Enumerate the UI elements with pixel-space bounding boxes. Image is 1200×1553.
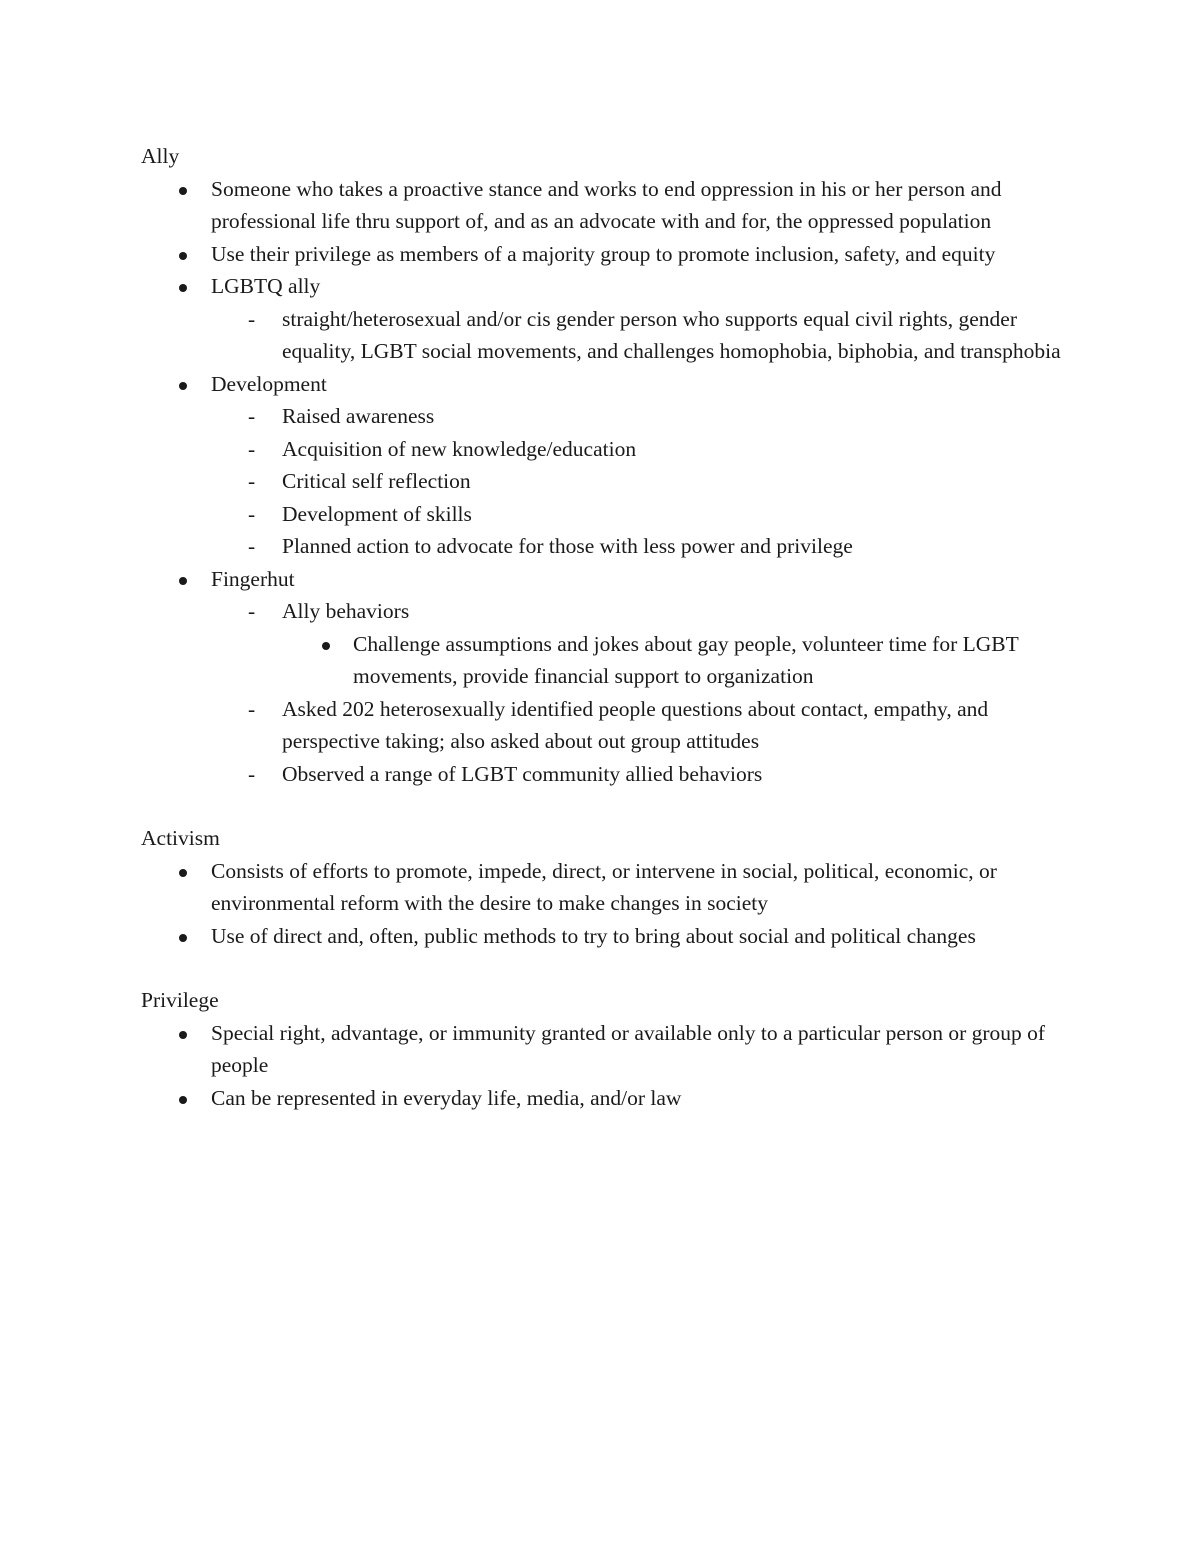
bullet-item: LGBTQ ally (211, 270, 1071, 303)
dash-item: - Observed a range of LGBT community allied behaviors (282, 758, 1082, 791)
bullet-item: Challenge assumptions and jokes about gay people, volunteer time for LGBT movements, provide financial support to organization (353, 628, 1053, 693)
bullet-icon (179, 1096, 187, 1104)
bullet-icon (179, 869, 187, 877)
dash-icon: - (248, 306, 256, 331)
dash-icon: - (248, 501, 256, 526)
dash-icon: - (248, 599, 256, 623)
bullet-item: Use of direct and, often, public methods to try to bring about social and political changes (211, 920, 1071, 953)
dash-item: - straight/heterosexual and/or cis gender person who supports equal civil rights, gender equality, LGBT social movements, and challenges homophobia, biphobia, and transphobia (282, 303, 1082, 368)
dash-icon: - (248, 436, 256, 461)
dash-item: - Planned action to advocate for those with less power and privilege (282, 530, 1082, 563)
section-heading: Activism (141, 826, 220, 850)
section-activism (0, 822, 1200, 952)
section-heading: Privilege (141, 988, 219, 1012)
dash-item: - Development of skills (282, 498, 1082, 531)
bullet-item: Development (211, 368, 1071, 401)
section-ally (0, 140, 1200, 790)
section-privilege (0, 984, 1200, 1114)
bullet-icon (179, 934, 187, 942)
dash-icon: - (248, 469, 256, 493)
dash-icon: - (248, 404, 256, 428)
dash-item: - Raised awareness (282, 400, 1082, 433)
bullet-icon (179, 252, 187, 260)
bullet-item: Special right, advantage, or immunity granted or available only to a particular person or group of people (211, 1017, 1071, 1082)
bullet-icon (179, 382, 187, 390)
bullet-item: Can be represented in everyday life, media, and/or law (211, 1082, 1071, 1115)
bullet-icon (179, 187, 187, 195)
document-page (0, 140, 1200, 1134)
bullet-item: Someone who takes a proactive stance and works to end oppression in his or her person and professional life thru support of, and as an advocate with and for, the oppressed population (211, 173, 1071, 238)
bullet-item: Fingerhut (211, 563, 1071, 596)
dash-item: - Ally behaviors (282, 595, 1082, 628)
dash-item: - Acquisition of new knowledge/education (282, 433, 1082, 466)
dash-icon: - (248, 696, 256, 721)
bullet-item: Consists of efforts to promote, impede, direct, or intervene in social, political, economic, or environmental reform with the desire to make changes in society (211, 855, 1071, 920)
dash-item: - Critical self reflection (282, 465, 1082, 498)
dash-icon: - (248, 534, 256, 558)
bullet-icon (179, 1031, 187, 1039)
bullet-item: Use their privilege as members of a majority group to promote inclusion, safety, and equity (211, 238, 1071, 271)
bullet-icon (179, 577, 187, 585)
bullet-icon (322, 642, 330, 650)
bullet-icon (179, 284, 187, 292)
dash-icon: - (248, 761, 256, 786)
dash-item: - Asked 202 heterosexually identified people questions about contact, empathy, and perspective taking; also asked about out group attitudes (282, 693, 1082, 758)
section-heading: Ally (141, 144, 180, 168)
